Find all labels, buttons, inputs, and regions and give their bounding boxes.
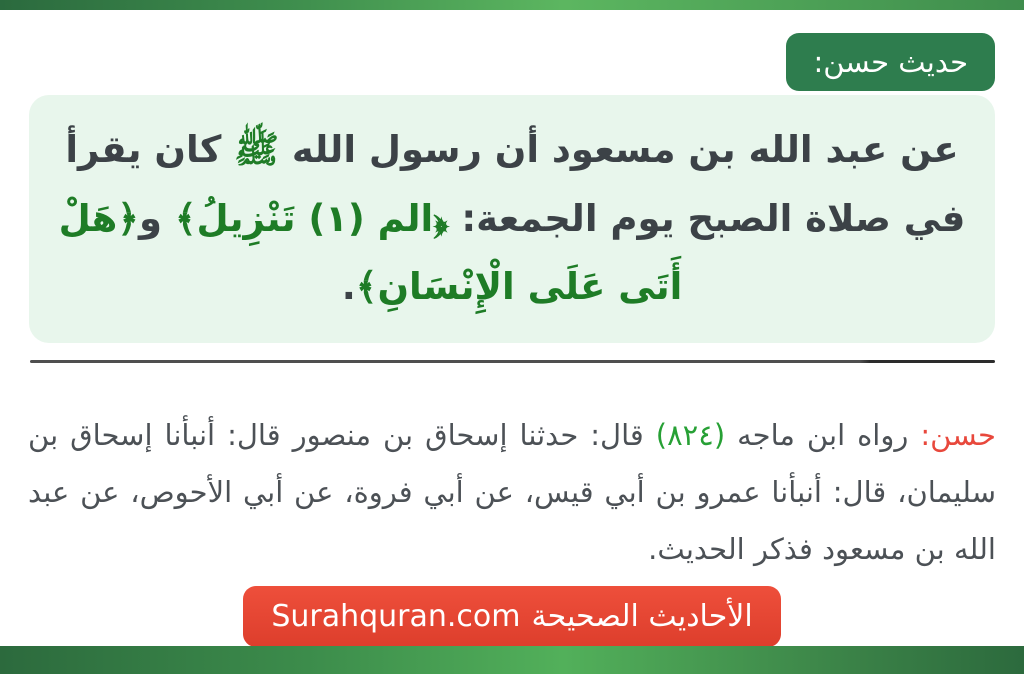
quran-quote-sajdah: ﴿الم (١) تَنْزِيلُ﴾ (174, 196, 449, 240)
hadith-text (57, 116, 967, 321)
surahquran-link-button[interactable] (243, 586, 781, 647)
series-title: الأحاديث الصحيحة (531, 599, 753, 634)
bottom-border-bar (0, 646, 1024, 674)
divider-line (30, 360, 995, 363)
hadith-text-box (29, 95, 995, 343)
top-border-bar (0, 0, 1024, 10)
narration-chain: قال: حدثنا إسحاق بن منصور قال: أنبأنا إسحاق بن سليمان، قال: أنبأنا عمرو بن أبي قيس، عن أبي فروة، عن أبي الأحوص، عن عبد الله بن مسعود فذكر الحديث. (28, 418, 996, 567)
hadith-number: (٨٢٤) (655, 418, 726, 452)
quran-quote-insan: ﴿هَلْ أَتَى عَلَى الْإِنْسَانِ﴾ (58, 196, 683, 309)
salawat-symbol: ﷺ (234, 128, 279, 172)
hadith-narration-part2: كان يقرأ في صلاة الصبح يوم الجمعة: (65, 128, 966, 240)
hadith-narration-part1: عن عبد الله بن مسعود أن رسول الله (279, 128, 959, 172)
ending-period: . (341, 265, 356, 309)
site-name: Surahquran.com (271, 599, 521, 634)
connector-waw: و (138, 196, 175, 240)
grade-label: حسن: (920, 418, 996, 452)
hadith-grade-badge: حديث حسن: (786, 33, 995, 91)
source-reference: رواه ابن ماجه (725, 418, 921, 452)
takhrij-text (28, 407, 996, 578)
